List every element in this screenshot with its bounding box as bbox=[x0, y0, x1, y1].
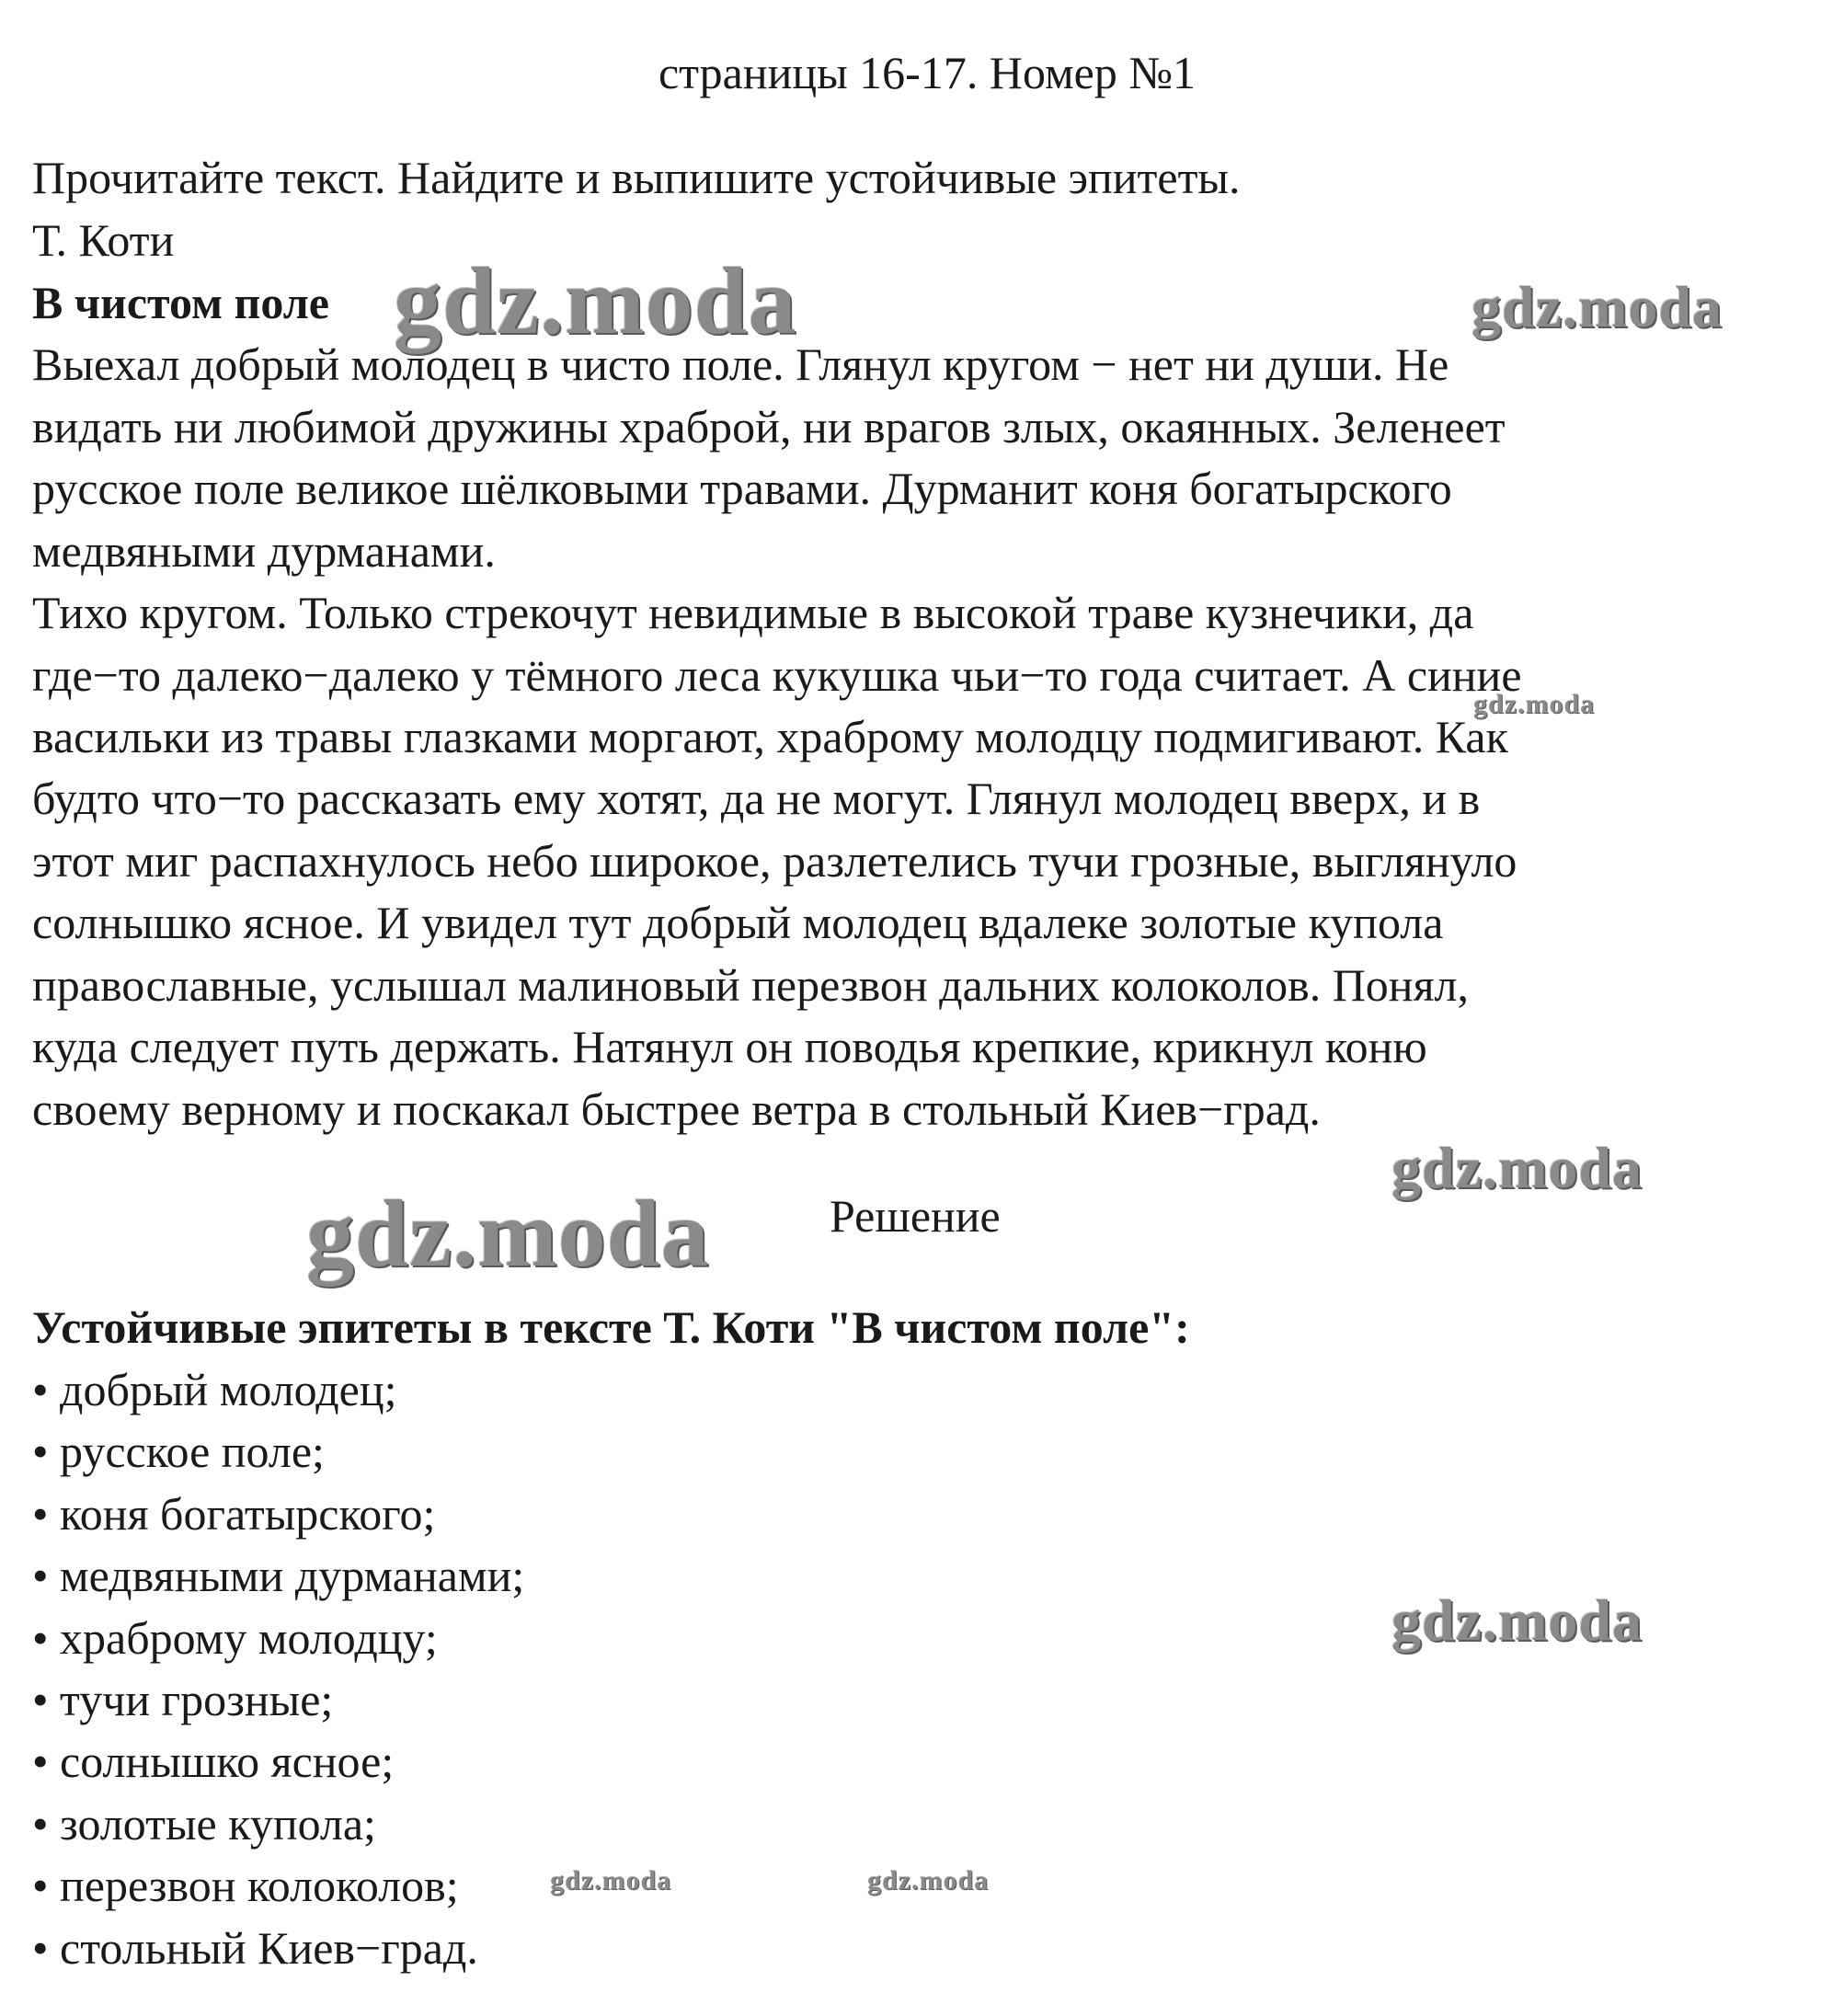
story-line: русское поле великое шёлковыми травами. Дурманит коня богатырского bbox=[32, 463, 1452, 514]
watermark: gdz.moda bbox=[550, 1865, 672, 1896]
answer-title: Устойчивые эпитеты в тексте Т. Коти "В чистом поле": bbox=[32, 1301, 1190, 1353]
story-line: солнышко ясное. И увидел тут добрый молодец вдалеке золотые купола bbox=[32, 897, 1444, 948]
answer-item: • медвяными дурманами; bbox=[32, 1550, 525, 1601]
answer-item: • тучи грозные; bbox=[32, 1674, 334, 1725]
story-line: православные, услышал малиновый перезвон дальних колоколов. Понял, bbox=[32, 959, 1470, 1011]
watermark: gdz.moda bbox=[1391, 1135, 1643, 1200]
author: Т. Коти bbox=[32, 214, 175, 266]
watermark: gdz.moda bbox=[306, 1181, 710, 1287]
story-line: Тихо кругом. Только стрекочут невидимые в высокой траве кузнечики, да bbox=[32, 587, 1474, 638]
story-title: В чистом поле bbox=[32, 277, 329, 328]
answer-item: • солнышко ясное; bbox=[32, 1735, 395, 1787]
watermark: gdz.moda bbox=[394, 248, 797, 354]
answer-item: • стольный Киев−град. bbox=[32, 1922, 478, 1974]
story-line: своему верному и поскакал быстрее ветра в стольный Киев−град. bbox=[32, 1083, 1321, 1135]
watermark: gdz.moda bbox=[1471, 274, 1723, 339]
answer-item: • русское поле; bbox=[32, 1426, 325, 1477]
story-line: Выехал добрый молодец в чисто поле. Глянул кругом − нет ни души. Не bbox=[32, 338, 1449, 390]
task-text: Прочитайте текст. Найдите и выпишите устойчивые эпитеты. bbox=[32, 152, 1241, 203]
story-line: медвяными дурманами. bbox=[32, 525, 496, 577]
story-line: будто что−то рассказать ему хотят, да не могут. Глянул молодец вверх, и в bbox=[32, 773, 1481, 824]
watermark: gdz.moda bbox=[1473, 689, 1596, 719]
answer-item: • добрый молодец; bbox=[32, 1364, 397, 1415]
page-header: страницы 16-17. Номер №1 bbox=[658, 47, 1197, 98]
watermark: gdz.moda bbox=[1391, 1587, 1643, 1653]
answer-item: • золотые купола; bbox=[32, 1798, 376, 1850]
watermark: gdz.moda bbox=[867, 1865, 990, 1896]
story-line: где−то далеко−далеко у тёмного леса кукушка чьи−то года считает. А синие bbox=[32, 649, 1522, 701]
answer-item: • перезвон колоколов; bbox=[32, 1860, 459, 1911]
solution-label: Решение bbox=[830, 1190, 1001, 1242]
story-line: этот миг распахнулось небо широкое, разлетелись тучи грозные, выглянуло bbox=[32, 835, 1517, 887]
answer-item: • коня богатырского; bbox=[32, 1488, 436, 1540]
story-line: васильки из травы глазками моргают, храброму молодцу подмигивают. Как bbox=[32, 711, 1508, 762]
answer-item: • храброму молодцу; bbox=[32, 1612, 438, 1664]
story-line: видать ни любимой дружины храброй, ни врагов злых, окаянных. Зеленеет bbox=[32, 401, 1506, 452]
story-line: куда следует путь держать. Натянул он поводья крепкие, крикнул коню bbox=[32, 1021, 1427, 1072]
